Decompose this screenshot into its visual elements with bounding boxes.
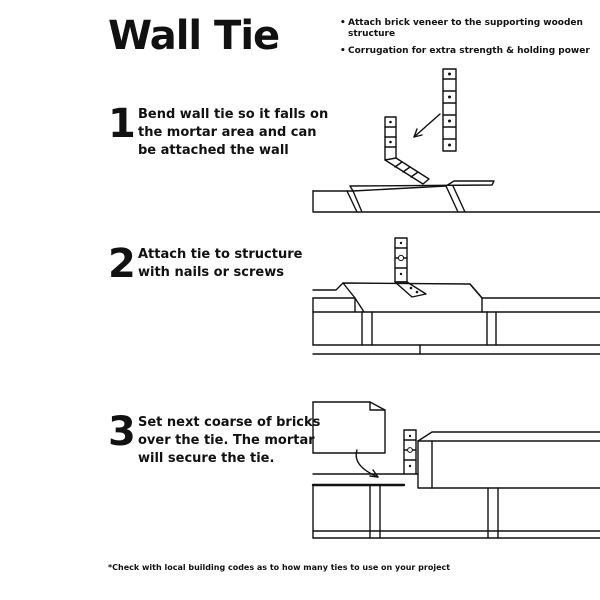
step-2-text: Attach tie to structure with nails or screws xyxy=(138,247,303,280)
step-3-brick-wall xyxy=(313,474,600,538)
step-2-number: 2 xyxy=(108,241,136,287)
feature-item: • Attach brick veneer to the supporting wooden structure xyxy=(340,18,590,40)
step-3-text: Set next coarse of bricks over the tie. The mortar will secure the tie. xyxy=(138,415,321,466)
bent-wall-tie-icon xyxy=(385,117,429,184)
embedded-wall-tie-icon xyxy=(404,430,416,474)
step-2-illustration xyxy=(313,238,600,354)
step-3-number: 3 xyxy=(108,409,136,455)
step-2-brick-wall xyxy=(313,283,600,354)
new-brick-left xyxy=(313,402,385,453)
page-title: Wall Tie xyxy=(108,13,280,59)
bend-arrow-icon xyxy=(414,114,440,137)
straight-wall-tie-icon xyxy=(443,69,456,151)
new-brick-right xyxy=(418,432,600,488)
step-3-illustration xyxy=(313,402,600,538)
feature-item: • Corrugation for extra strength & holding power xyxy=(340,46,590,57)
attached-wall-tie-icon xyxy=(395,238,426,297)
step-1-text: Bend wall tie so it falls on the mortar area and can be attached the wall xyxy=(138,107,329,158)
mortar-arrow-icon xyxy=(356,450,378,477)
step-1-number: 1 xyxy=(108,101,136,147)
step-1-brick-course xyxy=(313,181,600,212)
footnote: *Check with local building codes as to how many ties to use on your project xyxy=(108,563,451,572)
step-1-illustration xyxy=(313,69,600,212)
